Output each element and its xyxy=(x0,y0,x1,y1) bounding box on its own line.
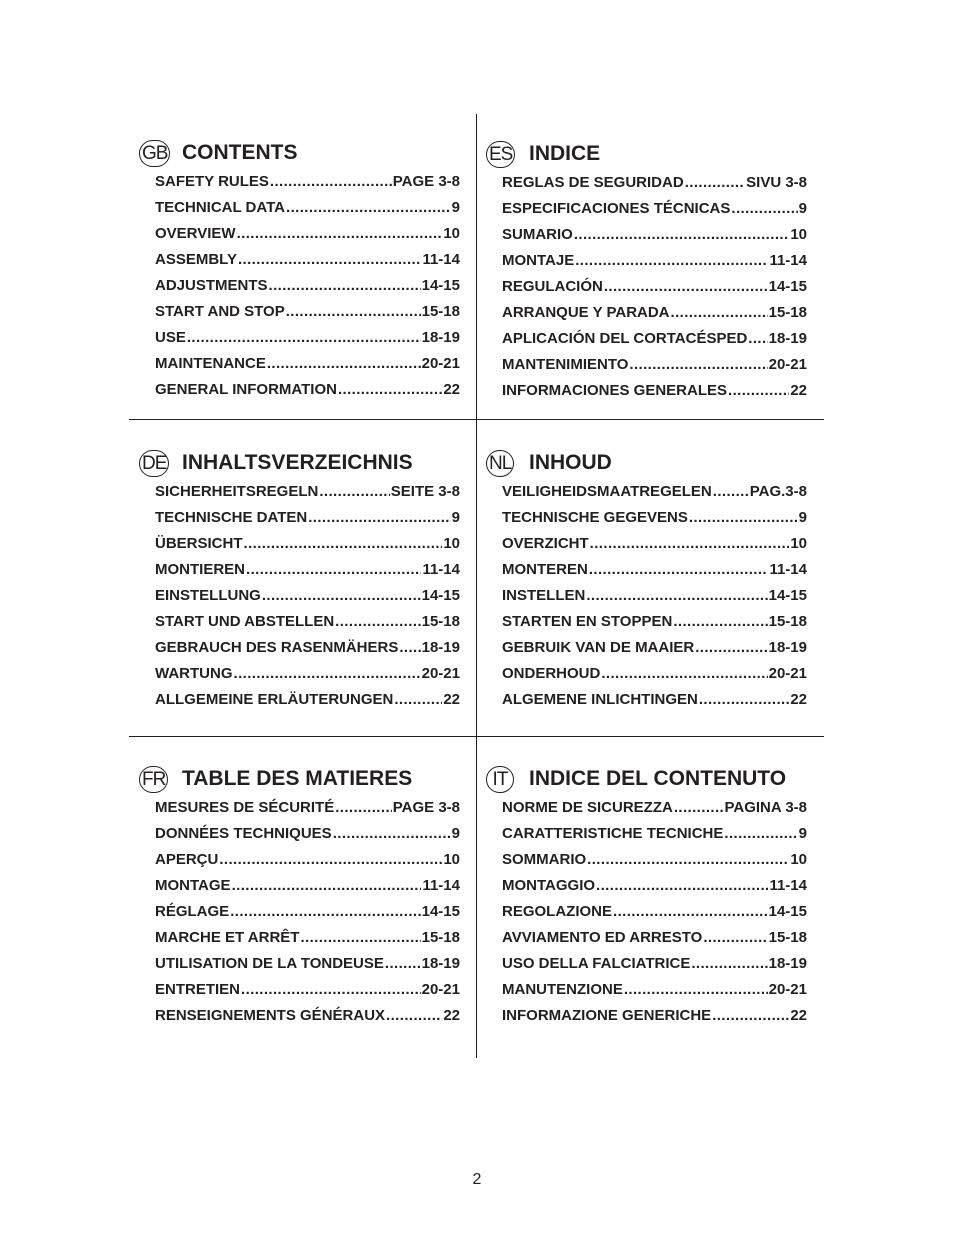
dot-leader xyxy=(671,303,768,323)
toc-entry-label: ONDERHOUD xyxy=(502,665,601,682)
toc-entry-page: 10 xyxy=(443,851,460,868)
toc-entry xyxy=(502,277,807,303)
toc-entry xyxy=(502,612,807,638)
toc-entry-label: ÜBERSICHT xyxy=(155,535,243,552)
toc-list xyxy=(502,482,807,716)
toc-entry-label: MAINTENANCE xyxy=(155,355,266,372)
toc-entry xyxy=(502,690,807,716)
toc-entry xyxy=(502,824,807,850)
toc-entry xyxy=(155,534,460,560)
toc-entry-label: ASSEMBLY xyxy=(155,251,237,268)
toc-entry-label: MONTIEREN xyxy=(155,561,245,578)
toc-entry xyxy=(155,954,460,980)
toc-entry xyxy=(502,482,807,508)
toc-entry-page: 15-18 xyxy=(421,929,460,946)
toc-section-de xyxy=(142,450,460,716)
toc-entry-label: MONTEREN xyxy=(502,561,588,578)
toc-entry-page: 14-15 xyxy=(768,903,807,920)
toc-entry-page: 18-19 xyxy=(421,639,460,656)
dot-leader xyxy=(338,380,442,400)
dot-leader xyxy=(319,482,389,502)
toc-entry xyxy=(502,954,807,980)
toc-entry-page: 18-19 xyxy=(421,329,460,346)
dot-leader xyxy=(232,876,422,896)
dot-leader xyxy=(385,954,421,974)
toc-entry-label: TECHNISCHE DATEN xyxy=(155,509,308,526)
toc-entry xyxy=(155,250,460,276)
toc-entry-label: APERÇU xyxy=(155,851,219,868)
toc-entry-label: ALLGEMEINE ERLÄUTERUNGEN xyxy=(155,691,394,708)
toc-entry-page: 20-21 xyxy=(768,665,807,682)
toc-section-nl xyxy=(489,450,807,716)
toc-entry-label: STARTEN EN STOPPEN xyxy=(502,613,673,630)
toc-entry-page: 18-19 xyxy=(768,639,807,656)
dot-leader xyxy=(238,250,421,270)
toc-entry xyxy=(502,980,807,1006)
toc-entry-page: 9 xyxy=(798,825,807,842)
toc-entry-page: 20-21 xyxy=(421,665,460,682)
toc-entry-label: REGULACIÓN xyxy=(502,278,603,295)
toc-list xyxy=(502,798,807,1032)
toc-entry xyxy=(155,1006,460,1032)
toc-entry-page: 9 xyxy=(798,509,807,526)
toc-entry-page: 11-14 xyxy=(422,251,460,268)
dot-leader xyxy=(286,302,421,322)
language-badge: DE xyxy=(139,450,169,477)
toc-entry-page: 11-14 xyxy=(769,877,807,894)
toc-entry-page: 22 xyxy=(443,691,460,708)
toc-entry-page: 14-15 xyxy=(421,903,460,920)
column-divider xyxy=(476,114,477,1058)
toc-entry-label: ENTRETIEN xyxy=(155,981,241,998)
toc-entry-label: INFORMAZIONE GENERICHE xyxy=(502,1007,712,1024)
toc-entry xyxy=(502,199,807,225)
toc-entry xyxy=(502,534,807,560)
toc-entry xyxy=(155,824,460,850)
toc-entry-label: MONTAGGIO xyxy=(502,877,596,894)
dot-leader xyxy=(237,224,443,244)
dot-leader xyxy=(262,586,421,606)
language-badge: IT xyxy=(486,766,514,793)
toc-entry xyxy=(155,928,460,954)
toc-entry-page: 20-21 xyxy=(421,355,460,372)
toc-entry-page: SEITE 3-8 xyxy=(390,483,460,500)
toc-entry-page: 20-21 xyxy=(768,981,807,998)
toc-entry xyxy=(502,798,807,824)
toc-entry-page: PAGE 3-8 xyxy=(392,799,460,816)
toc-entry xyxy=(502,329,807,355)
dot-leader xyxy=(689,508,798,528)
toc-entry-page: 10 xyxy=(790,851,807,868)
row-divider xyxy=(129,419,824,420)
toc-entry-label: SICHERHEITSREGELN xyxy=(155,483,319,500)
toc-entry-label: UTILISATION DE LA TONDEUSE xyxy=(155,955,384,972)
toc-section-gb xyxy=(142,140,460,406)
toc-entry-page: 10 xyxy=(443,535,460,552)
toc-entry xyxy=(502,1006,807,1032)
toc-entry xyxy=(155,612,460,638)
toc-entry xyxy=(155,638,460,664)
toc-entry-page: 11-14 xyxy=(422,877,460,894)
dot-leader xyxy=(589,560,769,580)
toc-entry xyxy=(155,302,460,328)
toc-entry xyxy=(155,850,460,876)
dot-leader xyxy=(244,534,443,554)
toc-entry-page: 14-15 xyxy=(768,278,807,295)
toc-entry xyxy=(155,980,460,1006)
toc-entry-page: 22 xyxy=(443,1007,460,1024)
dot-leader xyxy=(574,225,789,245)
toc-entry-label: TECHNICAL DATA xyxy=(155,199,285,216)
section-title: INHALTSVERZEICHNIS xyxy=(182,451,413,474)
section-title: INDICE DEL CONTENUTO xyxy=(529,767,787,790)
dot-leader xyxy=(748,329,767,349)
dot-leader xyxy=(335,612,420,632)
dot-leader xyxy=(590,534,790,554)
section-title: INDICE xyxy=(529,142,601,165)
toc-entry xyxy=(502,560,807,586)
dot-leader xyxy=(300,928,420,948)
toc-list xyxy=(155,482,460,716)
section-header xyxy=(489,450,807,480)
toc-entry-page: 11-14 xyxy=(769,561,807,578)
toc-entry-label: INFORMACIONES GENERALES xyxy=(502,382,728,399)
dot-leader xyxy=(728,381,789,401)
toc-section-fr xyxy=(142,766,460,1032)
section-title: CONTENTS xyxy=(182,141,298,164)
toc-entry-page: 20-21 xyxy=(768,356,807,373)
toc-entry xyxy=(155,172,460,198)
toc-entry xyxy=(502,381,807,407)
dot-leader xyxy=(308,508,450,528)
language-badge: ES xyxy=(486,141,515,168)
toc-entry-page: PAG.3-8 xyxy=(749,483,807,500)
toc-entry-label: OVERVIEW xyxy=(155,225,236,242)
toc-entry-label: MANUTENZIONE xyxy=(502,981,623,998)
dot-leader xyxy=(629,355,767,375)
toc-entry-label: GEBRUIK VAN DE MAAIER xyxy=(502,639,695,656)
toc-entry-label: SAFETY RULES xyxy=(155,173,269,190)
toc-entry-page: 14-15 xyxy=(421,587,460,604)
toc-entry-label: ADJUSTMENTS xyxy=(155,277,268,294)
toc-entry-label: GEBRAUCH DES RASENMÄHERS xyxy=(155,639,399,656)
toc-entry-page: 18-19 xyxy=(768,955,807,972)
toc-entry-page: 15-18 xyxy=(421,613,460,630)
section-title: INHOUD xyxy=(529,451,612,474)
toc-entry-page: SIVU 3-8 xyxy=(746,174,807,191)
section-header xyxy=(489,141,807,171)
toc-entry-label: REGLAS DE SEGURIDAD xyxy=(502,174,684,191)
toc-entry-label: MONTAGE xyxy=(155,877,231,894)
toc-entry-label: VEILIGHEIDSMAATREGELEN xyxy=(502,483,712,500)
toc-entry-page: 20-21 xyxy=(421,981,460,998)
toc-entry-page: 15-18 xyxy=(768,613,807,630)
toc-entry-page: 22 xyxy=(443,381,460,398)
toc-entry-label: AVVIAMENTO ED ARRESTO xyxy=(502,929,703,946)
toc-entry xyxy=(155,198,460,224)
dot-leader xyxy=(333,824,451,844)
toc-entry-page: 10 xyxy=(790,535,807,552)
toc-entry-label: MESURES DE SÉCURITÉ xyxy=(155,799,335,816)
toc-entry xyxy=(502,355,807,381)
dot-leader xyxy=(601,664,767,684)
toc-entry-label: USO DELLA FALCIATRICE xyxy=(502,955,691,972)
toc-entry-page: 15-18 xyxy=(421,303,460,320)
section-header xyxy=(492,766,807,796)
toc-entry xyxy=(502,303,807,329)
toc-entry xyxy=(502,638,807,664)
toc-entry-page: 18-19 xyxy=(768,330,807,347)
dot-leader xyxy=(624,980,768,1000)
toc-entry xyxy=(155,586,460,612)
toc-entry-label: RENSEIGNEMENTS GÉNÉRAUX xyxy=(155,1007,386,1024)
toc-entry-label: START UND ABSTELLEN xyxy=(155,613,335,630)
toc-entry-label: CARATTERISTICHE TECNICHE xyxy=(502,825,724,842)
toc-entry-label: MONTAJE xyxy=(502,252,575,269)
row-divider xyxy=(129,736,824,737)
dot-leader xyxy=(713,482,749,502)
dot-leader xyxy=(596,876,768,896)
toc-entry-label: MARCHE ET ARRÊT xyxy=(155,929,300,946)
toc-entry-label: GENERAL INFORMATION xyxy=(155,381,337,398)
dot-leader xyxy=(269,276,421,296)
language-badge: GB xyxy=(139,140,170,167)
toc-entry-label: DONNÉES TECHNIQUES xyxy=(155,825,332,842)
toc-entry-page: 10 xyxy=(443,225,460,242)
dot-leader xyxy=(673,612,767,632)
dot-leader xyxy=(246,560,421,580)
dot-leader xyxy=(685,173,745,193)
toc-entry-label: ARRANQUE Y PARADA xyxy=(502,304,670,321)
dot-leader xyxy=(586,586,767,606)
dot-leader xyxy=(587,850,789,870)
toc-entry-label: RÉGLAGE xyxy=(155,903,230,920)
dot-leader xyxy=(699,690,789,710)
toc-entry-page: 18-19 xyxy=(421,955,460,972)
dot-leader xyxy=(712,1006,789,1026)
toc-entry xyxy=(502,876,807,902)
toc-entry-page: PAGINA 3-8 xyxy=(724,799,807,816)
toc-entry-label: MANTENIMIENTO xyxy=(502,356,629,373)
dot-leader xyxy=(219,850,442,870)
toc-entry-page: 14-15 xyxy=(421,277,460,294)
dot-leader xyxy=(613,902,768,922)
toc-entry-page: 14-15 xyxy=(768,587,807,604)
toc-entry-label: APLICACIÓN DEL CORTACÉSPED xyxy=(502,330,748,347)
toc-entry-label: USE xyxy=(155,329,186,346)
dot-leader xyxy=(270,172,392,192)
toc-entry-label: ALGEMENE INLICHTINGEN xyxy=(502,691,698,708)
toc-entry-page: 9 xyxy=(451,199,460,216)
dot-leader xyxy=(394,690,442,710)
dot-leader xyxy=(386,1006,442,1026)
toc-entry xyxy=(502,508,807,534)
toc-entry-label: REGOLAZIONE xyxy=(502,903,613,920)
toc-entry xyxy=(502,664,807,690)
toc-entry-label: EINSTELLUNG xyxy=(155,587,261,604)
toc-entry xyxy=(502,173,807,199)
dot-leader xyxy=(286,198,451,218)
toc-entry-label: SUMARIO xyxy=(502,226,573,243)
section-header xyxy=(142,766,460,796)
toc-entry xyxy=(155,902,460,928)
toc-entry-page: 15-18 xyxy=(768,929,807,946)
toc-entry-label: TECHNISCHE GEGEVENS xyxy=(502,509,688,526)
dot-leader xyxy=(187,328,421,348)
toc-entry xyxy=(155,482,460,508)
toc-entry-page: 11-14 xyxy=(422,561,460,578)
toc-entry xyxy=(155,798,460,824)
toc-entry-page: 9 xyxy=(451,825,460,842)
language-badge: NL xyxy=(486,450,514,477)
toc-entry xyxy=(155,276,460,302)
toc-section-es xyxy=(489,141,807,407)
toc-section-it xyxy=(492,766,807,1032)
toc-entry-page: 9 xyxy=(798,200,807,217)
toc-entry xyxy=(155,876,460,902)
toc-entry-label: ESPECIFICACIONES TÉCNICAS xyxy=(502,200,731,217)
section-header xyxy=(142,140,460,170)
toc-entry xyxy=(502,928,807,954)
toc-entry xyxy=(502,251,807,277)
dot-leader xyxy=(241,980,421,1000)
toc-entry-page: 22 xyxy=(790,1007,807,1024)
toc-entry xyxy=(155,224,460,250)
dot-leader xyxy=(575,251,768,271)
toc-entry-page: 10 xyxy=(790,226,807,243)
toc-entry-label: SOMMARIO xyxy=(502,851,587,868)
toc-entry xyxy=(502,225,807,251)
dot-leader xyxy=(335,798,392,818)
toc-entry xyxy=(155,690,460,716)
toc-entry xyxy=(155,664,460,690)
dot-leader xyxy=(724,824,797,844)
toc-list xyxy=(502,173,807,407)
toc-entry-page: 22 xyxy=(790,382,807,399)
toc-entry xyxy=(155,328,460,354)
dot-leader xyxy=(674,798,724,818)
toc-entry xyxy=(502,850,807,876)
toc-entry xyxy=(155,380,460,406)
dot-leader xyxy=(230,902,420,922)
language-badge: FR xyxy=(139,766,168,793)
dot-leader xyxy=(267,354,421,374)
dot-leader xyxy=(731,199,797,219)
toc-list xyxy=(155,798,460,1032)
toc-list xyxy=(155,172,460,406)
toc-entry-page: 22 xyxy=(790,691,807,708)
toc-entry xyxy=(155,354,460,380)
toc-entry xyxy=(502,902,807,928)
toc-entry-page: PAGE 3-8 xyxy=(392,173,460,190)
toc-entry-label: WARTUNG xyxy=(155,665,233,682)
toc-entry-page: 9 xyxy=(451,509,460,526)
toc-entry xyxy=(155,560,460,586)
section-title: TABLE DES MATIERES xyxy=(182,767,413,790)
toc-entry xyxy=(155,508,460,534)
dot-leader xyxy=(604,277,768,297)
section-header xyxy=(142,450,460,480)
dot-leader xyxy=(399,638,420,658)
toc-entry-label: INSTELLEN xyxy=(502,587,586,604)
toc-entry-label: OVERZICHT xyxy=(502,535,589,552)
toc-entry-page: 11-14 xyxy=(769,252,807,269)
dot-leader xyxy=(234,664,421,684)
dot-leader xyxy=(691,954,767,974)
toc-entry xyxy=(502,586,807,612)
dot-leader xyxy=(695,638,767,658)
toc-entry-label: START AND STOP xyxy=(155,303,285,320)
toc-entry-label: NORME DE SICUREZZA xyxy=(502,799,673,816)
dot-leader xyxy=(703,928,767,948)
toc-entry-page: 15-18 xyxy=(768,304,807,321)
page-number: 2 xyxy=(472,1171,482,1188)
